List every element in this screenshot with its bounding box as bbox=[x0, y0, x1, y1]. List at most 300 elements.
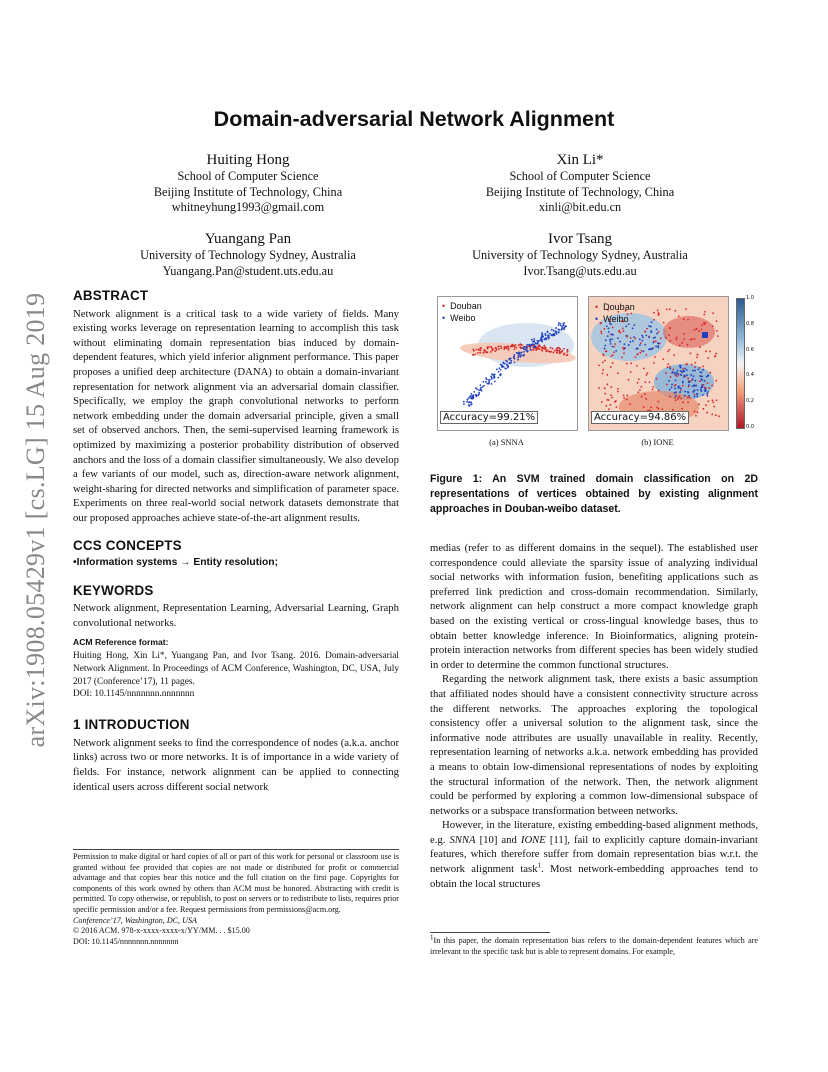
point-weibo bbox=[500, 369, 502, 371]
point-douban bbox=[603, 355, 605, 357]
point-douban bbox=[668, 334, 670, 336]
point-weibo bbox=[625, 326, 627, 328]
author-name: Ivor Tsang bbox=[547, 231, 613, 247]
point-douban bbox=[701, 325, 703, 327]
point-douban bbox=[687, 319, 689, 321]
author-block-2 bbox=[430, 151, 730, 216]
point-douban bbox=[515, 344, 517, 346]
author-block-4 bbox=[430, 230, 730, 279]
point-douban bbox=[606, 399, 608, 401]
point-douban bbox=[663, 322, 665, 324]
point-douban bbox=[709, 372, 711, 374]
point-weibo bbox=[669, 389, 671, 391]
legend-label-weibo: Weibo bbox=[450, 313, 476, 323]
figure-caption: Figure 1: An SVM trained domain classification on 2D representations of vertices obtained by existing alignment approaches in Douban-weibo dataset. bbox=[430, 473, 758, 515]
point-weibo bbox=[682, 382, 684, 384]
point-weibo bbox=[684, 391, 686, 393]
point-douban bbox=[666, 308, 668, 310]
point-weibo bbox=[549, 333, 551, 335]
point-weibo bbox=[477, 394, 479, 396]
point-douban bbox=[696, 356, 698, 358]
point-weibo bbox=[553, 330, 555, 332]
point-weibo bbox=[675, 391, 677, 393]
point-weibo bbox=[701, 384, 703, 386]
point-douban bbox=[669, 327, 671, 329]
point-douban bbox=[608, 408, 610, 410]
point-weibo bbox=[506, 361, 508, 363]
point-weibo bbox=[641, 335, 643, 337]
point-douban bbox=[690, 353, 692, 355]
acm-ref-doi: DOI: 10.1145/nnnnnnn.nnnnnnn bbox=[73, 689, 195, 700]
point-weibo bbox=[539, 340, 541, 342]
plot-legend bbox=[595, 301, 635, 325]
point-douban bbox=[629, 403, 631, 405]
paragraph-3-text: . Most network-embedding approaches tend to obtain the local structures bbox=[430, 863, 758, 890]
point-douban bbox=[687, 378, 689, 380]
paragraph-3-text: However, in the literature, existing embedding-based alignment methods, e.g. bbox=[430, 819, 758, 846]
point-douban bbox=[660, 337, 662, 339]
point-douban bbox=[544, 348, 546, 350]
point-douban bbox=[702, 408, 704, 410]
point-douban bbox=[640, 342, 642, 344]
point-douban bbox=[640, 386, 642, 388]
point-weibo bbox=[472, 394, 474, 396]
point-douban bbox=[600, 331, 602, 333]
right-column bbox=[430, 541, 758, 891]
point-weibo bbox=[510, 360, 512, 362]
point-douban bbox=[626, 395, 628, 397]
point-douban bbox=[652, 386, 654, 388]
point-douban bbox=[500, 347, 502, 349]
point-weibo bbox=[692, 370, 694, 372]
author-affiliation: School of Computer Science bbox=[509, 169, 651, 183]
point-douban bbox=[614, 343, 616, 345]
point-douban bbox=[498, 348, 500, 350]
colorbar bbox=[736, 298, 745, 429]
point-weibo bbox=[473, 391, 475, 393]
point-weibo bbox=[657, 345, 659, 347]
point-weibo bbox=[518, 355, 520, 357]
author-email: Yuangang.Pan@student.uts.edu.au bbox=[162, 263, 334, 278]
left-column bbox=[73, 289, 399, 794]
footnote-ref: 1 bbox=[537, 861, 542, 870]
point-weibo bbox=[494, 380, 496, 382]
method-snna: SNNA bbox=[449, 833, 476, 846]
point-douban bbox=[658, 331, 660, 333]
point-weibo bbox=[650, 330, 652, 332]
point-weibo bbox=[555, 330, 557, 332]
point-weibo bbox=[547, 331, 549, 333]
point-douban bbox=[708, 387, 710, 389]
point-douban bbox=[485, 350, 487, 352]
colorbar-ticks bbox=[746, 295, 766, 430]
point-douban bbox=[603, 328, 605, 330]
point-weibo bbox=[520, 352, 522, 354]
point-weibo bbox=[489, 379, 491, 381]
point-douban bbox=[636, 365, 638, 367]
point-weibo bbox=[693, 375, 695, 377]
point-douban bbox=[691, 364, 693, 366]
point-douban bbox=[532, 349, 534, 351]
author-affiliation: Beijing Institute of Technology, China bbox=[153, 184, 343, 199]
point-weibo bbox=[501, 366, 503, 368]
point-weibo bbox=[619, 341, 621, 343]
point-douban bbox=[712, 325, 714, 327]
point-douban bbox=[704, 323, 706, 325]
point-douban bbox=[610, 355, 612, 357]
point-douban bbox=[604, 360, 606, 362]
point-douban bbox=[662, 408, 664, 410]
point-douban bbox=[601, 332, 603, 334]
point-weibo bbox=[493, 374, 495, 376]
point-douban bbox=[679, 395, 681, 397]
point-douban bbox=[685, 308, 687, 310]
point-douban bbox=[665, 372, 667, 374]
point-douban bbox=[602, 369, 604, 371]
point-douban bbox=[639, 352, 641, 354]
point-weibo bbox=[526, 346, 528, 348]
point-douban bbox=[610, 366, 612, 368]
point-weibo bbox=[654, 337, 656, 339]
point-douban bbox=[674, 310, 676, 312]
point-douban bbox=[683, 338, 685, 340]
point-weibo bbox=[491, 378, 493, 380]
point-weibo bbox=[608, 331, 610, 333]
point-douban bbox=[715, 380, 717, 382]
point-weibo bbox=[542, 336, 544, 338]
point-weibo bbox=[562, 327, 564, 329]
point-douban bbox=[697, 354, 699, 356]
point-weibo bbox=[541, 341, 543, 343]
point-weibo bbox=[546, 339, 548, 341]
point-douban bbox=[674, 397, 676, 399]
point-douban bbox=[695, 328, 697, 330]
accuracy-label: Accuracy=94.86% bbox=[591, 411, 689, 424]
point-weibo bbox=[470, 393, 472, 395]
point-weibo bbox=[606, 325, 608, 327]
point-weibo bbox=[531, 344, 533, 346]
point-weibo bbox=[541, 334, 543, 336]
footer-rule bbox=[73, 849, 399, 850]
point-douban bbox=[709, 351, 711, 353]
point-douban bbox=[682, 368, 684, 370]
point-douban bbox=[712, 400, 714, 402]
point-douban bbox=[610, 394, 612, 396]
point-douban bbox=[673, 354, 675, 356]
point-douban bbox=[567, 351, 569, 353]
point-douban bbox=[634, 356, 636, 358]
conference-line: Conference’17, Washington, DC, USA bbox=[73, 915, 197, 925]
point-douban bbox=[478, 349, 480, 351]
point-weibo bbox=[679, 391, 681, 393]
point-douban bbox=[552, 352, 554, 354]
permission-footer bbox=[73, 852, 399, 947]
point-douban bbox=[666, 384, 668, 386]
point-weibo bbox=[486, 379, 488, 381]
point-douban bbox=[613, 346, 615, 348]
point-weibo bbox=[700, 375, 702, 377]
point-weibo bbox=[478, 392, 480, 394]
point-douban bbox=[637, 353, 639, 355]
point-weibo bbox=[519, 356, 521, 358]
point-weibo bbox=[506, 365, 508, 367]
point-douban bbox=[479, 352, 481, 354]
point-weibo bbox=[686, 369, 688, 371]
point-douban bbox=[637, 382, 639, 384]
point-douban bbox=[622, 347, 624, 349]
point-weibo bbox=[499, 374, 501, 376]
point-douban bbox=[617, 391, 619, 393]
point-weibo bbox=[706, 376, 708, 378]
point-douban bbox=[510, 346, 512, 348]
point-douban bbox=[689, 397, 691, 399]
point-douban bbox=[622, 327, 624, 329]
point-weibo bbox=[480, 387, 482, 389]
point-douban bbox=[518, 344, 520, 346]
point-douban bbox=[615, 406, 617, 408]
point-douban bbox=[708, 400, 710, 402]
point-douban bbox=[658, 314, 660, 316]
point-weibo bbox=[469, 395, 471, 397]
point-weibo-marker bbox=[702, 332, 708, 338]
figure-1 bbox=[430, 290, 760, 452]
point-weibo bbox=[604, 345, 606, 347]
point-douban bbox=[621, 357, 623, 359]
point-douban bbox=[641, 350, 643, 352]
acm-ref-text: Huiting Hong, Xin Li*, Yuangang Pan, and Ivor Tsang. 2016. Domain-adversarial Network Alignment. In Proceedings of ACM Conference, Washington, DC, USA, July 2017 (Conference’17), 11 pages. bbox=[73, 651, 399, 687]
point-weibo bbox=[639, 344, 641, 346]
point-douban bbox=[494, 350, 496, 352]
point-weibo bbox=[555, 327, 557, 329]
point-douban bbox=[520, 344, 522, 346]
ccs-text: •Information systems → Entity resolution; bbox=[73, 557, 278, 569]
colorbar-tick: 0.6 bbox=[746, 347, 754, 353]
point-weibo bbox=[694, 385, 696, 387]
point-weibo bbox=[496, 368, 498, 370]
point-weibo bbox=[641, 340, 643, 342]
point-weibo bbox=[563, 322, 565, 324]
point-douban bbox=[514, 348, 516, 350]
point-weibo bbox=[563, 329, 565, 331]
point-weibo bbox=[684, 395, 686, 397]
point-douban bbox=[705, 404, 707, 406]
point-douban bbox=[557, 347, 559, 349]
point-weibo bbox=[671, 384, 673, 386]
point-weibo bbox=[514, 361, 516, 363]
point-douban bbox=[716, 320, 718, 322]
author-affiliation: Beijing Institute of Technology, China bbox=[485, 184, 675, 199]
point-weibo bbox=[615, 350, 617, 352]
point-weibo bbox=[564, 327, 566, 329]
keywords-text: Network alignment, Representation Learning, Adversarial Learning, Graph convolutional networks. bbox=[73, 602, 399, 629]
author-affiliation: University of Technology Sydney, Australia bbox=[140, 248, 356, 262]
paragraph-3-text: [11], fail to explicitly capture domain-invariant features, which therefore suffer from domain representation bias w.r.t. the network alignment task bbox=[430, 833, 758, 876]
point-douban bbox=[563, 348, 565, 350]
point-weibo bbox=[648, 348, 650, 350]
point-douban bbox=[611, 397, 613, 399]
point-douban bbox=[681, 408, 683, 410]
point-weibo bbox=[632, 327, 634, 329]
point-douban bbox=[683, 333, 685, 335]
point-douban bbox=[516, 347, 518, 349]
point-weibo bbox=[508, 359, 510, 361]
point-weibo bbox=[680, 365, 682, 367]
abstract-heading: ABSTRACT bbox=[73, 288, 149, 303]
point-douban bbox=[657, 310, 659, 312]
point-douban bbox=[638, 378, 640, 380]
point-douban bbox=[717, 335, 719, 337]
point-douban bbox=[644, 381, 646, 383]
point-douban bbox=[612, 362, 614, 364]
point-douban bbox=[694, 362, 696, 364]
point-weibo bbox=[491, 383, 493, 385]
point-douban bbox=[715, 353, 717, 355]
point-douban bbox=[705, 350, 707, 352]
point-douban bbox=[716, 399, 718, 401]
point-douban bbox=[669, 340, 671, 342]
point-weibo bbox=[683, 375, 685, 377]
abstract-text: Network alignment is a critical task to a wide variety of fields. Many existing works leverage on representation learning to accomplish this task without eliminating domain representation bias induced by domain-dependent features, which yield inferior alignment performance. This paper proposes a unified deep architecture (DANA) to obtain a domain-invariant representation for network alignment via an adversarial domain classifier. Specifically, we employ the graph convolutional networks to perform network embedding under the domain adversarial principle, given a small set of observed anchors. Then, the semi-supervised learning framework is optimized by maximizing a posterior probability distribution of observed anchors and the loss of a domain classifier simultaneously. We also develop a few variants of our model, such as, direction-aware network alignment, weight-sharing for directed networks and simplification of parameter space. Experiments on three real-world social network datasets demonstrate that our proposed approaches achieve state-of-the-art alignment results. bbox=[73, 307, 399, 524]
point-weibo bbox=[535, 343, 537, 345]
point-weibo bbox=[675, 395, 677, 397]
point-douban bbox=[682, 385, 684, 387]
point-douban bbox=[561, 350, 563, 352]
point-douban bbox=[626, 398, 628, 400]
author-block-3 bbox=[98, 230, 398, 279]
point-weibo bbox=[650, 326, 652, 328]
point-weibo bbox=[675, 374, 677, 376]
paragraph-3 bbox=[430, 818, 758, 891]
point-douban bbox=[694, 394, 696, 396]
point-douban bbox=[699, 346, 701, 348]
point-douban bbox=[604, 387, 606, 389]
point-douban bbox=[665, 337, 667, 339]
author-affiliation: University of Technology Sydney, Australia bbox=[472, 248, 688, 262]
point-douban bbox=[618, 331, 620, 333]
point-douban bbox=[702, 365, 704, 367]
point-douban bbox=[606, 374, 608, 376]
legend-dot-weibo: • bbox=[442, 313, 446, 323]
point-douban bbox=[662, 358, 664, 360]
point-douban bbox=[487, 351, 489, 353]
point-douban bbox=[657, 401, 659, 403]
point-weibo bbox=[559, 323, 561, 325]
point-weibo bbox=[466, 399, 468, 401]
point-weibo bbox=[494, 376, 496, 378]
point-douban bbox=[669, 366, 671, 368]
point-douban bbox=[716, 330, 718, 332]
point-weibo bbox=[483, 385, 485, 387]
point-douban bbox=[610, 386, 612, 388]
point-weibo bbox=[692, 391, 694, 393]
point-douban bbox=[668, 349, 670, 351]
point-douban bbox=[649, 381, 651, 383]
point-douban bbox=[669, 308, 671, 310]
point-weibo bbox=[683, 376, 685, 378]
point-douban bbox=[645, 374, 647, 376]
point-weibo bbox=[705, 390, 707, 392]
point-douban bbox=[683, 318, 685, 320]
point-douban bbox=[476, 349, 478, 351]
point-douban bbox=[643, 406, 645, 408]
point-weibo bbox=[551, 329, 553, 331]
point-douban bbox=[605, 405, 607, 407]
point-weibo bbox=[533, 346, 535, 348]
point-douban bbox=[617, 388, 619, 390]
point-douban bbox=[712, 312, 714, 314]
point-douban bbox=[630, 362, 632, 364]
point-weibo bbox=[680, 387, 682, 389]
legend-label-weibo: Weibo bbox=[603, 314, 629, 324]
point-douban bbox=[606, 383, 608, 385]
point-weibo bbox=[498, 371, 500, 373]
point-douban bbox=[647, 372, 649, 374]
point-weibo bbox=[529, 344, 531, 346]
point-weibo bbox=[482, 386, 484, 388]
point-weibo bbox=[648, 336, 650, 338]
point-douban bbox=[655, 340, 657, 342]
point-douban bbox=[606, 350, 608, 352]
author-email: whitneyhung1993@gmail.com bbox=[171, 200, 325, 214]
point-douban bbox=[678, 315, 680, 317]
point-douban bbox=[656, 407, 658, 409]
point-douban bbox=[511, 344, 513, 346]
plot-snna bbox=[437, 296, 578, 431]
point-douban bbox=[490, 346, 492, 348]
point-weibo bbox=[652, 342, 654, 344]
point-douban bbox=[537, 345, 539, 347]
point-weibo bbox=[533, 338, 535, 340]
point-douban bbox=[541, 350, 543, 352]
point-douban bbox=[566, 354, 568, 356]
legend-dot-weibo: • bbox=[595, 314, 599, 324]
point-douban bbox=[602, 361, 604, 363]
acm-ref-heading: ACM Reference format: bbox=[73, 637, 169, 648]
point-douban bbox=[598, 364, 600, 366]
point-weibo bbox=[700, 371, 702, 373]
point-weibo bbox=[463, 401, 465, 403]
point-douban bbox=[675, 338, 677, 340]
point-weibo bbox=[529, 347, 531, 349]
plot-ione bbox=[588, 296, 729, 431]
point-douban bbox=[490, 351, 492, 353]
point-weibo bbox=[604, 348, 606, 350]
point-weibo bbox=[504, 367, 506, 369]
point-weibo bbox=[694, 389, 696, 391]
permission-text: Permission to make digital or hard copies of all or part of this work for personal or classroom use is granted without fee provided that copies are not made or distributed for profit or commercial advantage and that copies bear this notice and the full citation on the first page. Copyrights for components of this work owned by others than ACM must be honored. Abstracting with credit is permitted. To copy otherwise, or republish, to post on servers or to redistribute to lists, requires prior specific permission and/or a fee. Request permissions from permissions@acm.org. bbox=[73, 852, 399, 914]
point-weibo bbox=[537, 343, 539, 345]
point-weibo bbox=[696, 393, 698, 395]
point-weibo bbox=[466, 401, 468, 403]
colorbar-tick: 0.2 bbox=[746, 398, 754, 404]
point-douban bbox=[492, 349, 494, 351]
point-douban bbox=[698, 330, 700, 332]
point-douban bbox=[693, 329, 695, 331]
point-douban bbox=[687, 396, 689, 398]
point-douban bbox=[707, 382, 709, 384]
point-douban bbox=[623, 397, 625, 399]
point-weibo bbox=[684, 368, 686, 370]
point-weibo bbox=[554, 334, 556, 336]
point-weibo bbox=[611, 338, 613, 340]
footnote-mark: 1 bbox=[430, 933, 434, 942]
point-weibo bbox=[694, 370, 696, 372]
point-douban bbox=[622, 330, 624, 332]
point-douban bbox=[613, 351, 615, 353]
point-weibo bbox=[609, 340, 611, 342]
point-douban bbox=[543, 345, 545, 347]
point-weibo bbox=[702, 369, 704, 371]
